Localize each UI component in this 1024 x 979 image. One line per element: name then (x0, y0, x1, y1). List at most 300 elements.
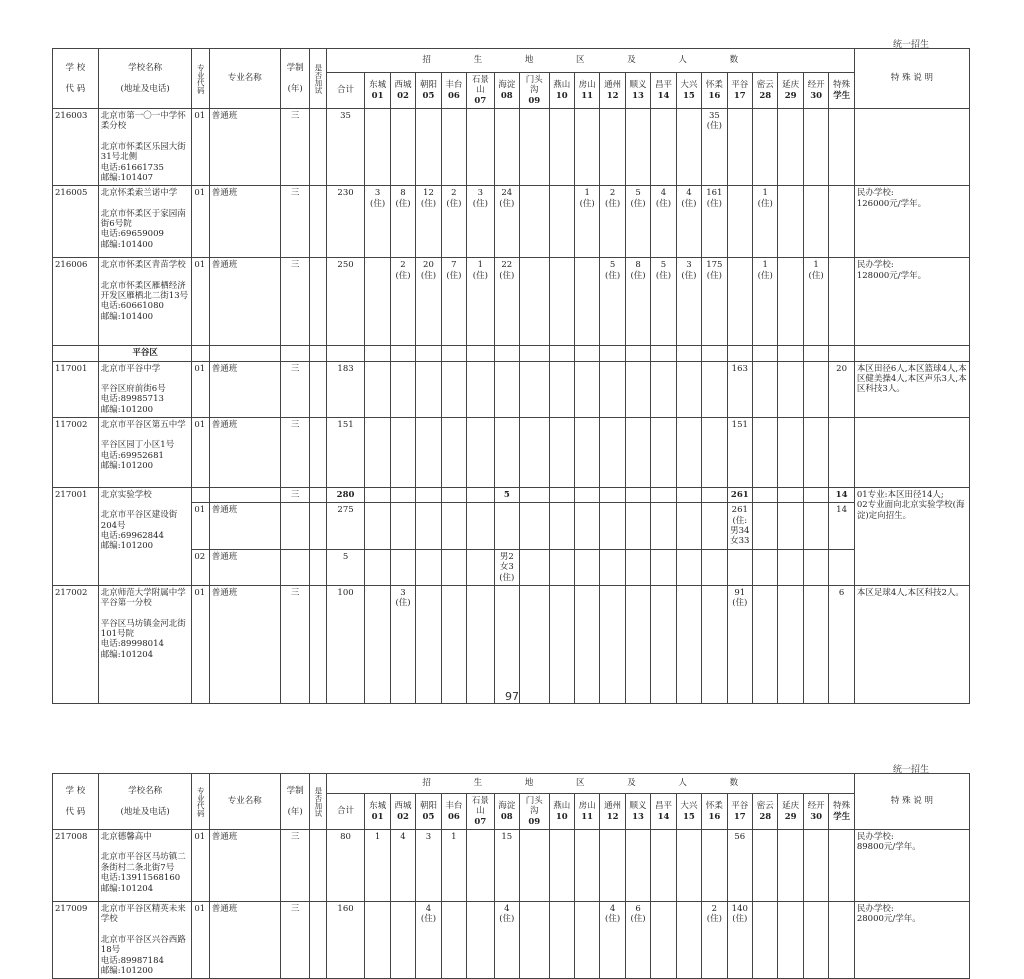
table-row (53, 258, 970, 346)
region-cell (727, 258, 752, 346)
school-name: 北京市怀柔区青苗学校 (100, 260, 186, 271)
region-code: 13 (632, 811, 644, 822)
region-name: 大兴 (680, 801, 698, 812)
header-major-code: 专业代码 (192, 49, 209, 109)
region-code: 28 (759, 90, 772, 101)
school-phone: 电话:89998014 (100, 639, 164, 650)
region-cell (600, 830, 625, 902)
blank (365, 346, 390, 361)
school-name-cell (98, 585, 192, 703)
school-address: 北京市怀柔区于家园南街6号院 (100, 208, 186, 229)
region-cell (702, 503, 727, 549)
region-cell (467, 361, 494, 417)
table-row (53, 418, 970, 488)
region-cell (600, 585, 625, 703)
region-cell (549, 258, 574, 346)
school-zip: 邮编:101204 (100, 649, 154, 660)
region-cell (803, 549, 828, 585)
table-row (53, 488, 970, 503)
region-cell (549, 488, 574, 503)
region-cell: 20 (住) (416, 258, 441, 346)
region-code: 05 (422, 811, 435, 822)
region-cell: 161 (住) (702, 186, 727, 258)
school-address: 北京市平谷区马坊镇二条街村二条北街7号 (100, 852, 186, 873)
table-row (53, 361, 970, 417)
region-cell (803, 902, 828, 979)
region-code: 12 (606, 90, 619, 101)
header-school-code: 学 校 代 码 (53, 774, 99, 830)
header-region-11 (574, 73, 599, 109)
school-zip: 邮编:101204 (100, 883, 154, 894)
region-cell: 3 (住) (467, 186, 494, 258)
region-code: 05 (422, 90, 435, 101)
region-cell (702, 418, 727, 488)
region-cell (365, 503, 390, 549)
special-note (854, 109, 969, 186)
region-name: 平谷 (731, 80, 749, 91)
region-name: 东城 (369, 80, 387, 91)
region-cell (829, 418, 855, 488)
region-cell (600, 361, 625, 417)
region-cell (365, 488, 390, 503)
region-cell (365, 258, 390, 346)
special-note: 民办学校: 28000元/学年。 (854, 902, 969, 979)
duration: 三 (280, 109, 310, 186)
extra-test (310, 488, 326, 503)
region-code: 15 (683, 90, 695, 101)
region-cell (753, 109, 778, 186)
school-code: 117002 (53, 418, 99, 488)
special-note: 民办学校: 89800元/学年。 (854, 830, 969, 902)
region-cell: 6 (829, 585, 855, 703)
major-name: 普通班 (209, 503, 280, 549)
major-name: 普通班 (209, 549, 280, 585)
school-address: 北京市平谷区兴谷西路18号 (100, 934, 186, 956)
region-cell (494, 109, 519, 186)
header-region-学生 (829, 73, 855, 109)
total: 230 (326, 186, 365, 258)
region-cell (778, 503, 803, 549)
region-cell (390, 488, 415, 503)
region-code: 01 (371, 811, 384, 822)
region-cell (753, 585, 778, 703)
header-region-15 (676, 73, 701, 109)
region-code: 08 (500, 90, 513, 101)
table-row (53, 830, 970, 902)
header-region-16 (702, 73, 727, 109)
total: 250 (326, 258, 365, 346)
school-code: 217008 (53, 830, 99, 902)
region-cell: 140 (住) (727, 902, 752, 979)
region-name: 特殊 (833, 80, 851, 91)
region-cell (829, 186, 855, 258)
region-cell (702, 830, 727, 902)
school-name: 北京市平谷区第五中学 (100, 420, 186, 431)
duration (280, 503, 310, 549)
header-extra-test: 是否加试 (310, 49, 326, 109)
header-extra-test: 是否加试 (310, 774, 326, 830)
header-region-title: 招 生 地 区 及 人 数 (326, 49, 854, 73)
region-cell (574, 585, 599, 703)
major-code: 01 (192, 186, 209, 258)
blank (803, 346, 828, 361)
region-cell (574, 830, 599, 902)
blank (574, 346, 599, 361)
region-cell: 2 (住) (441, 186, 466, 258)
region-cell (702, 488, 727, 503)
region-cell (803, 361, 828, 417)
extra-test (310, 503, 326, 549)
major-code: 01 (192, 503, 209, 549)
header-total: 合计 (326, 73, 365, 109)
extra-test (310, 902, 326, 979)
school-name-cell (98, 109, 192, 186)
region-cell (549, 109, 574, 186)
region-cell (390, 109, 415, 186)
page-tag: 统一招生 (893, 765, 930, 775)
region-cell (778, 186, 803, 258)
extra-test (310, 361, 326, 417)
special-note: 民办学校: 126000元/学年。 (854, 186, 969, 258)
blank (753, 346, 778, 361)
school-phone: 电话:89985713 (100, 394, 164, 405)
region-cell (416, 503, 441, 549)
region-cell (467, 488, 494, 503)
region-name: 通州 (604, 80, 622, 91)
region-cell (625, 585, 650, 703)
header-region-16 (702, 794, 727, 830)
region-cell: 1 (住) (753, 258, 778, 346)
school-name-cell (98, 830, 192, 902)
major-code: 01 (192, 902, 209, 979)
region-name: 石景山 (471, 796, 489, 817)
extra-test (310, 258, 326, 346)
major-code: 01 (192, 585, 209, 703)
school-name: 北京市平谷中学 (100, 363, 161, 374)
school-zip: 邮编:101200 (100, 461, 154, 472)
blank (441, 346, 466, 361)
region-cell: 2 (住) (702, 902, 727, 979)
header-duration: 学制 (年) (280, 49, 310, 109)
extra-test (310, 585, 326, 703)
region-cell: 1 (住) (753, 186, 778, 258)
region-cell (574, 549, 599, 585)
region-cell (549, 418, 574, 488)
region-cell (520, 488, 550, 503)
region-cell (600, 109, 625, 186)
header-region-29 (778, 73, 803, 109)
region-name: 特殊 (833, 801, 851, 812)
region-name: 海淀 (498, 801, 516, 812)
special-note: 民办学校: 128000元/学年。 (854, 258, 969, 346)
region-name: 昌平 (654, 80, 672, 91)
region-cell (625, 503, 650, 549)
header-region-30 (803, 794, 828, 830)
region-code: 29 (784, 90, 797, 101)
region-name: 怀柔 (705, 80, 723, 91)
region-cell (778, 585, 803, 703)
region-cell: 3 (住) (676, 258, 701, 346)
region-cell (625, 418, 650, 488)
header-region-08 (494, 794, 519, 830)
region-cell: 12 (住) (416, 186, 441, 258)
region-cell (625, 361, 650, 417)
duration (280, 549, 310, 585)
total: 275 (326, 503, 365, 549)
header-school-name: 学校名称 (地址及电话) (98, 774, 192, 830)
region-code: 08 (500, 811, 513, 822)
region-cell (676, 361, 701, 417)
total: 35 (326, 109, 365, 186)
region-name: 门头沟 (525, 75, 543, 96)
region-cell (676, 488, 701, 503)
region-code: 07 (474, 816, 487, 827)
region-cell: 151 (727, 418, 752, 488)
region-cell (549, 549, 574, 585)
region-cell (702, 361, 727, 417)
region-cell (574, 258, 599, 346)
major-name: 普通班 (209, 902, 280, 979)
special-note: 本区足球4人,本区科技2人。 (854, 585, 969, 703)
region-cell (651, 503, 676, 549)
region-cell (390, 549, 415, 585)
region-cell (778, 418, 803, 488)
region-cell (520, 830, 550, 902)
school-phone: 电话:69659009 (100, 229, 164, 240)
region-cell (625, 549, 650, 585)
region-code: 28 (759, 811, 772, 822)
table-row (53, 186, 970, 258)
region-cell (365, 418, 390, 488)
school-name-cell (98, 902, 192, 979)
region-cell (467, 503, 494, 549)
region-cell (365, 585, 390, 703)
region-cell (702, 585, 727, 703)
section-title: 平谷区 (98, 346, 192, 361)
region-code: 09 (528, 816, 541, 827)
region-cell: 2 (住) (600, 186, 625, 258)
school-name-cell (98, 186, 192, 258)
region-cell: 14 (829, 488, 855, 503)
region-name: 延庆 (782, 80, 800, 91)
blank (494, 346, 519, 361)
special-note: 01专业:本区田径14人; 02专业面向北京实验学校(海淀)定向招生。 (854, 488, 969, 586)
header-region-学生 (829, 794, 855, 830)
region-code: 02 (397, 811, 409, 822)
page-98 (0, 760, 1024, 976)
major-code: 01 (192, 258, 209, 346)
header-region-05 (416, 794, 441, 830)
region-name: 密云 (756, 80, 774, 91)
region-code: 09 (528, 95, 541, 106)
header-region-17 (727, 794, 752, 830)
school-address: 北京市怀柔区雁栖经济开发区雁栖北二街13号 (100, 280, 189, 301)
region-code: 13 (632, 90, 644, 101)
region-code: 16 (708, 90, 721, 101)
blank (53, 346, 99, 361)
region-cell (441, 418, 466, 488)
blank (778, 346, 803, 361)
section-row (53, 346, 970, 361)
region-name: 房山 (578, 801, 596, 812)
region-cell (803, 109, 828, 186)
special-note: 本区田径6人,本区篮球4人,本区健美操4人,本区声乐3人,本区科技3人。 (854, 361, 969, 417)
total: 280 (326, 488, 365, 503)
region-cell (365, 902, 390, 979)
school-code: 217001 (53, 488, 99, 586)
region-cell (416, 585, 441, 703)
blank (310, 346, 326, 361)
school-phone: 电话:69962844 (100, 531, 164, 542)
region-cell (625, 830, 650, 902)
region-cell (416, 109, 441, 186)
region-cell (651, 488, 676, 503)
region-cell (803, 830, 828, 902)
region-cell (676, 503, 701, 549)
school-name-cell (98, 361, 192, 417)
blank (416, 346, 441, 361)
region-cell (778, 361, 803, 417)
region-cell (651, 549, 676, 585)
region-name: 门头沟 (525, 796, 543, 817)
major-name: 普通班 (209, 186, 280, 258)
region-cell (467, 418, 494, 488)
region-cell (651, 585, 676, 703)
region-cell (549, 361, 574, 417)
header-region-08 (494, 73, 519, 109)
region-name: 东城 (369, 801, 387, 812)
header-region-07 (467, 73, 494, 109)
duration: 三 (280, 830, 310, 902)
region-cell: 4 (住) (600, 902, 625, 979)
region-name: 燕山 (553, 80, 571, 91)
region-cell (778, 830, 803, 902)
region-cell: 1 (住) (467, 258, 494, 346)
region-code: 06 (447, 90, 460, 101)
region-name: 通州 (604, 801, 622, 812)
header-region-10 (549, 794, 574, 830)
school-name: 北京市平谷区精英未来学校 (100, 904, 186, 925)
region-cell (829, 258, 855, 346)
region-name: 顺义 (629, 80, 647, 91)
header-region-09 (520, 794, 550, 830)
region-code: 17 (733, 90, 746, 101)
blank (854, 346, 969, 361)
region-cell (676, 418, 701, 488)
region-cell: 5 (住) (600, 258, 625, 346)
region-name: 经开 (807, 80, 825, 91)
region-cell (803, 186, 828, 258)
region-name: 昌平 (654, 801, 672, 812)
region-cell: 35 (住) (702, 109, 727, 186)
region-cell (520, 258, 550, 346)
region-code: 14 (657, 811, 670, 822)
region-code: 11 (581, 811, 594, 822)
region-cell (803, 488, 828, 503)
school-code: 216006 (53, 258, 99, 346)
region-code: 学生 (833, 811, 851, 822)
header-major-code: 专业代码 (192, 774, 209, 830)
region-cell: 20 (829, 361, 855, 417)
region-cell (494, 418, 519, 488)
school-address: 平谷区府前街6号 (100, 383, 166, 394)
region-cell (574, 109, 599, 186)
school-address: 平谷区马坊镇金河北街101号院 (100, 618, 186, 639)
region-name: 朝阳 (419, 80, 437, 91)
region-cell (520, 361, 550, 417)
region-cell (753, 549, 778, 585)
region-cell (467, 549, 494, 585)
duration: 三 (280, 186, 310, 258)
region-cell (651, 830, 676, 902)
region-cell: 5 (住) (625, 186, 650, 258)
school-address: 北京市平谷区建设街204号 (100, 510, 178, 531)
major-code: 01 (192, 361, 209, 417)
region-cell (829, 549, 855, 585)
blank (326, 346, 365, 361)
region-cell (520, 902, 550, 979)
school-zip: 邮编:101200 (100, 541, 154, 552)
header-region-12 (600, 794, 625, 830)
duration: 三 (280, 361, 310, 417)
region-cell: 4 (住) (676, 186, 701, 258)
total: 5 (326, 549, 365, 585)
blank (625, 346, 650, 361)
header-region-06 (441, 794, 466, 830)
school-zip: 邮编:101400 (100, 239, 154, 250)
region-cell (574, 488, 599, 503)
region-name: 朝阳 (419, 801, 437, 812)
region-cell: 24 (住) (494, 186, 519, 258)
major-name (209, 488, 280, 503)
region-cell (651, 902, 676, 979)
region-cell (803, 418, 828, 488)
major-code: 01 (192, 109, 209, 186)
header-region-06 (441, 73, 466, 109)
region-cell (651, 361, 676, 417)
header-school-name: 学校名称 (地址及电话) (98, 49, 192, 109)
duration: 三 (280, 488, 310, 503)
region-cell (574, 418, 599, 488)
region-cell: 7 (住) (441, 258, 466, 346)
region-cell: 56 (727, 830, 752, 902)
region-name: 延庆 (782, 801, 800, 812)
region-cell (829, 830, 855, 902)
blank (702, 346, 727, 361)
region-cell: 男2 女3 (住) (494, 549, 519, 585)
blank (390, 346, 415, 361)
region-code: 10 (555, 811, 568, 822)
region-cell (625, 488, 650, 503)
school-zip: 邮编:101200 (100, 404, 154, 415)
region-cell: 5 (494, 488, 519, 503)
region-cell (467, 585, 494, 703)
region-cell (441, 488, 466, 503)
header-duration: 学制 (年) (280, 774, 310, 830)
region-cell: 22 (住) (494, 258, 519, 346)
blank (727, 346, 752, 361)
region-cell: 261 (住: 男34 女33 (727, 503, 752, 549)
header-region-10 (549, 73, 574, 109)
region-code: 29 (784, 811, 797, 822)
region-code: 学生 (833, 90, 851, 101)
header-region-30 (803, 73, 828, 109)
region-cell (727, 109, 752, 186)
region-name: 平谷 (731, 801, 749, 812)
header-region-17 (727, 73, 752, 109)
region-cell (441, 109, 466, 186)
duration: 三 (280, 418, 310, 488)
